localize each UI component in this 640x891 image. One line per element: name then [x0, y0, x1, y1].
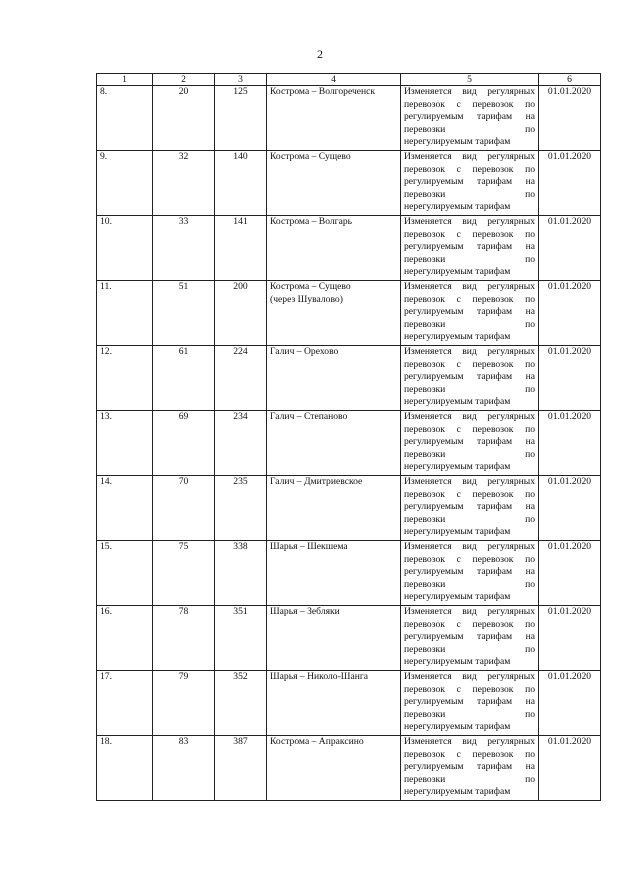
cell-description — [401, 86, 539, 151]
table-row — [97, 411, 601, 476]
description-line: Изменяется вид регулярных — [404, 281, 535, 292]
route-line-1: Кострома – Волгореченск — [270, 86, 376, 97]
cell-start-date: 01.01.2020 — [539, 476, 601, 541]
description-line: нерегулируемым тарифам — [404, 591, 511, 603]
cell-description — [401, 411, 539, 476]
description-line: Изменяется вид регулярных — [404, 151, 535, 162]
cell-route-number: 140 — [215, 151, 267, 216]
route-line-1: Кострома – Волгарь — [270, 216, 353, 227]
cell-route-number: 352 — [215, 671, 267, 736]
route-line-1: Шарья – Шекшема — [270, 541, 348, 552]
description-line: перевозок с перевозок по — [404, 293, 535, 305]
description-line: перевозки по — [404, 253, 535, 265]
description-line: регулируемым тарифам на — [404, 566, 535, 578]
table-row — [97, 736, 601, 801]
route-line-1: Кострома – Сущево — [270, 151, 351, 162]
cell-start-date: 01.01.2020 — [539, 216, 601, 281]
cell-start-date: 01.01.2020 — [539, 86, 601, 151]
cell-col2: 70 — [153, 476, 215, 541]
description-line: перевозки по — [404, 708, 535, 720]
cell-route-number: 351 — [215, 606, 267, 671]
description-line: регулируемым тарифам на — [404, 761, 535, 773]
route-line-2: (через Шувалово) — [270, 293, 343, 305]
cell-col2: 33 — [153, 216, 215, 281]
cell-start-date: 01.01.2020 — [539, 606, 601, 671]
cell-description — [401, 346, 539, 411]
description-line: Изменяется вид регулярных — [404, 671, 535, 682]
description-line: нерегулируемым тарифам — [404, 656, 511, 668]
description-line: перевозок с перевозок по — [404, 748, 535, 760]
description-line: нерегулируемым тарифам — [404, 786, 511, 798]
cell-col2: 69 — [153, 411, 215, 476]
cell-route-name — [267, 151, 401, 216]
cell-route-name — [267, 606, 401, 671]
description-line: Изменяется вид регулярных — [404, 476, 535, 487]
cell-route-number: 338 — [215, 541, 267, 606]
cell-route-name — [267, 86, 401, 151]
description-line: перевозок с перевозок по — [404, 98, 535, 110]
description-line: перевозок с перевозок по — [404, 228, 535, 240]
description-line: перевозки по — [404, 448, 535, 460]
description-line: регулируемым тарифам на — [404, 371, 535, 383]
column-header-3: 3 — [215, 74, 267, 86]
description-line: перевозки по — [404, 188, 535, 200]
row-number: 15. — [97, 541, 153, 606]
row-number: 10. — [97, 216, 153, 281]
cell-description — [401, 606, 539, 671]
description-line: Изменяется вид регулярных — [404, 346, 535, 357]
description-line: нерегулируемым тарифам — [404, 461, 511, 473]
description-line: Изменяется вид регулярных — [404, 736, 535, 747]
table-row — [97, 671, 601, 736]
cell-description — [401, 736, 539, 801]
description-line: перевозок с перевозок по — [404, 163, 535, 175]
cell-route-name — [267, 216, 401, 281]
description-line: перевозки по — [404, 123, 535, 135]
row-number: 12. — [97, 346, 153, 411]
column-header-1: 1 — [97, 74, 153, 86]
cell-route-number: 141 — [215, 216, 267, 281]
route-line-1: Шарья – Николо-Шанга — [270, 671, 369, 682]
cell-col2: 20 — [153, 86, 215, 151]
description-line: перевозок с перевозок по — [404, 423, 535, 435]
cell-description — [401, 671, 539, 736]
cell-route-number: 387 — [215, 736, 267, 801]
description-line: перевозки по — [404, 578, 535, 590]
description-line: перевозки по — [404, 643, 535, 655]
cell-col2: 61 — [153, 346, 215, 411]
description-line: Изменяется вид регулярных — [404, 411, 535, 422]
route-line-1: Шарья – Зебляки — [270, 606, 340, 617]
cell-route-number: 200 — [215, 281, 267, 346]
table-body — [97, 86, 601, 801]
row-number: 8. — [97, 86, 153, 151]
cell-description — [401, 541, 539, 606]
description-line: регулируемым тарифам на — [404, 176, 535, 188]
cell-start-date: 01.01.2020 — [539, 151, 601, 216]
route-line-1: Галич – Орехово — [270, 346, 339, 357]
description-line: регулируемым тарифам на — [404, 501, 535, 513]
cell-description — [401, 476, 539, 541]
table-row — [97, 541, 601, 606]
row-number: 14. — [97, 476, 153, 541]
cell-description — [401, 281, 539, 346]
description-line: нерегулируемым тарифам — [404, 526, 511, 538]
cell-start-date: 01.01.2020 — [539, 736, 601, 801]
description-line: нерегулируемым тарифам — [404, 201, 511, 213]
row-number: 11. — [97, 281, 153, 346]
cell-col2: 83 — [153, 736, 215, 801]
description-line: регулируемым тарифам на — [404, 306, 535, 318]
cell-route-number: 125 — [215, 86, 267, 151]
page-number: 2 — [317, 47, 323, 61]
row-number: 13. — [97, 411, 153, 476]
cell-route-number: 235 — [215, 476, 267, 541]
cell-col2: 79 — [153, 671, 215, 736]
description-line: перевозок с перевозок по — [404, 683, 535, 695]
cell-route-name — [267, 476, 401, 541]
column-header-5: 5 — [401, 74, 539, 86]
description-line: перевозки по — [404, 513, 535, 525]
description-line: Изменяется вид регулярных — [404, 606, 535, 617]
description-line: нерегулируемым тарифам — [404, 331, 511, 343]
row-number: 18. — [97, 736, 153, 801]
description-line: перевозок с перевозок по — [404, 553, 535, 565]
row-number: 16. — [97, 606, 153, 671]
route-line-1: Галич – Степаново — [270, 411, 348, 422]
table-row — [97, 216, 601, 281]
table-row — [97, 151, 601, 216]
description-line: регулируемым тарифам на — [404, 631, 535, 643]
cell-route-name — [267, 541, 401, 606]
description-line: перевозки по — [404, 318, 535, 330]
description-line: нерегулируемым тарифам — [404, 136, 511, 148]
description-line: перевозок с перевозок по — [404, 358, 535, 370]
cell-col2: 75 — [153, 541, 215, 606]
description-line: регулируемым тарифам на — [404, 241, 535, 253]
column-header-2: 2 — [153, 74, 215, 86]
cell-col2: 78 — [153, 606, 215, 671]
route-line-1: Галич – Дмитриевское — [270, 476, 363, 487]
cell-route-name — [267, 411, 401, 476]
cell-route-name — [267, 281, 401, 346]
header-row — [97, 74, 601, 86]
cell-description — [401, 151, 539, 216]
cell-route-number: 234 — [215, 411, 267, 476]
description-line: нерегулируемым тарифам — [404, 396, 511, 408]
cell-description — [401, 216, 539, 281]
description-line: нерегулируемым тарифам — [404, 721, 511, 733]
row-number: 17. — [97, 671, 153, 736]
description-line: перевозки по — [404, 383, 535, 395]
cell-col2: 51 — [153, 281, 215, 346]
description-line: регулируемым тарифам на — [404, 696, 535, 708]
cell-start-date: 01.01.2020 — [539, 281, 601, 346]
routes-table — [96, 73, 601, 801]
cell-col2: 32 — [153, 151, 215, 216]
cell-route-name — [267, 736, 401, 801]
table-row — [97, 606, 601, 671]
row-number: 9. — [97, 151, 153, 216]
description-line: перевозок с перевозок по — [404, 488, 535, 500]
description-line: Изменяется вид регулярных — [404, 216, 535, 227]
cell-route-name — [267, 671, 401, 736]
description-line: перевозки по — [404, 773, 535, 785]
table-row — [97, 86, 601, 151]
table-row — [97, 346, 601, 411]
table-row — [97, 476, 601, 541]
route-line-1: Кострома – Сущево — [270, 281, 351, 292]
cell-start-date: 01.01.2020 — [539, 671, 601, 736]
column-header-6: 6 — [539, 74, 601, 86]
cell-route-number: 224 — [215, 346, 267, 411]
cell-start-date: 01.01.2020 — [539, 411, 601, 476]
table-row — [97, 281, 601, 346]
description-line: регулируемым тарифам на — [404, 111, 535, 123]
cell-start-date: 01.01.2020 — [539, 346, 601, 411]
description-line: нерегулируемым тарифам — [404, 266, 511, 278]
description-line: Изменяется вид регулярных — [404, 86, 535, 97]
description-line: Изменяется вид регулярных — [404, 541, 535, 552]
route-line-1: Кострома – Апраксино — [270, 736, 364, 747]
cell-route-name — [267, 346, 401, 411]
description-line: регулируемым тарифам на — [404, 436, 535, 448]
column-header-4: 4 — [267, 74, 401, 86]
description-line: перевозок с перевозок по — [404, 618, 535, 630]
cell-start-date: 01.01.2020 — [539, 541, 601, 606]
